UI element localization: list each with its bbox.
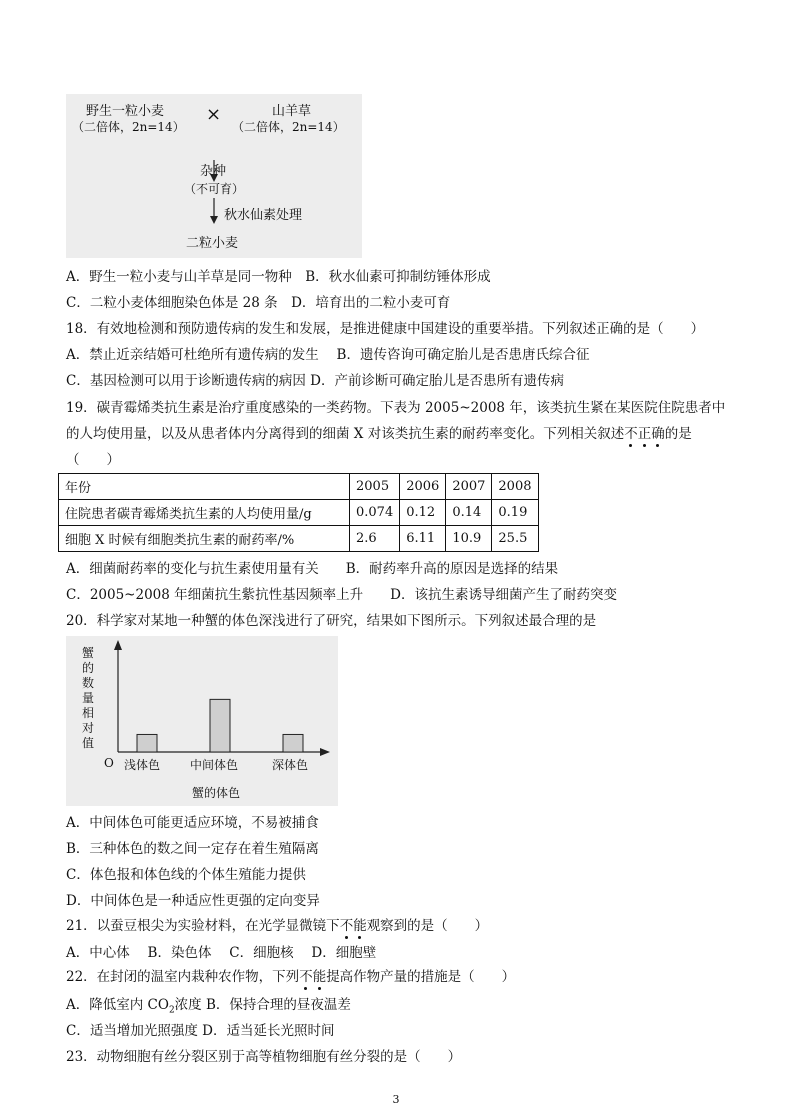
q21-options: A．中心体 B．染色体 C．细胞核 D．细胞壁 bbox=[66, 945, 377, 961]
table-cell: 0.12 bbox=[400, 500, 446, 526]
q19-options-row2: C．2005~2008 年细菌抗生紫抗性基因频率上升 D．该抗生素诱导细菌产生了耐药突变 bbox=[66, 587, 617, 603]
q17-options-row2: C．二粒小麦体细胞染色体是 28 条 D．培育出的二粒小麦可育 bbox=[66, 295, 451, 311]
q22-stem bbox=[66, 968, 515, 986]
arrow-head-2 bbox=[210, 216, 218, 224]
treatment-label: 秋水仙素处理 bbox=[224, 208, 303, 223]
q22-option-a-text: A．降低室内 CO bbox=[66, 997, 169, 1013]
parent2-info: （二倍体，2n=14） bbox=[232, 120, 345, 134]
q23-stem: 23．动物细胞有丝分裂区别于高等植物细胞有丝分裂的是（ ） bbox=[66, 1049, 462, 1065]
table-cell: 25.5 bbox=[492, 526, 538, 552]
q18-stem: 18．有效地检测和预防遗传病的发生和发展，是推进健康中国建设的重要举措。下列叙述正确的是（ ） bbox=[66, 321, 705, 337]
q19-stem-line2-text: 的人均使用量，以及从患者体内分离得到的细菌 X 对该类抗生素的耐药率变化。下列相关叙述 bbox=[66, 426, 625, 442]
parent2-name: 山羊草 bbox=[272, 104, 312, 119]
table-row bbox=[59, 526, 539, 552]
cross-diagram bbox=[66, 94, 362, 258]
y-axis-arrow bbox=[114, 640, 122, 650]
page-number: 3 bbox=[392, 1093, 400, 1106]
x-axis-label: 蟹的体色 bbox=[192, 786, 241, 800]
q19-options-row1: A．细菌耐药率的变化与抗生素使用量有关 B．耐药率升高的原因是选择的结果 bbox=[66, 561, 559, 577]
bar-1 bbox=[137, 734, 157, 752]
q21-stem-end: 观察到的是（ ） bbox=[366, 918, 489, 934]
q22-stem-end: 提高作物产量的措施是（ ） bbox=[326, 969, 516, 985]
q20-option-b: B．三种体色的数之间一定存在着生殖隔离 bbox=[66, 841, 319, 857]
table-header-row bbox=[59, 474, 539, 500]
parent1-name: 野生一粒小麦 bbox=[86, 104, 165, 119]
table-cell: 2.6 bbox=[350, 526, 400, 552]
emphasis-char: 不 bbox=[624, 426, 638, 442]
bar-3 bbox=[283, 734, 303, 752]
table-row bbox=[59, 500, 539, 526]
table-cell: 住院患者碳青霉烯类抗生素的人均使用量/g bbox=[59, 500, 350, 526]
q19-answer-parens: （ ） bbox=[66, 452, 120, 468]
emphasis-char: 正 bbox=[637, 426, 652, 442]
q20-option-d: D．中间体色是一种适应性更强的定向变异 bbox=[66, 893, 320, 909]
q21-stem-text: 21．以蚕豆根尖为实验材料，在光学显微镜下 bbox=[66, 918, 340, 934]
q22-emphasis-not bbox=[299, 969, 326, 985]
result-label: 二粒小麦 bbox=[186, 236, 239, 251]
q21-stem bbox=[66, 917, 488, 935]
q19-stem-line2-end: 的是 bbox=[664, 426, 692, 442]
parent1-info: （二倍体，2n=14） bbox=[72, 120, 185, 134]
table-header-cell: 2005 bbox=[350, 474, 400, 500]
x-tick-label: 中间体色 bbox=[190, 758, 239, 772]
hybrid-note: （不可育） bbox=[184, 182, 245, 196]
table-header-cell: 2008 bbox=[492, 474, 538, 500]
table-cell: 细胞 X 时候有细胞类抗生素的耐药率/% bbox=[59, 526, 350, 552]
q22-option-row1-rest: 浓度 B．保持合理的昼夜温差 bbox=[174, 997, 351, 1013]
q18-options-row2: C．基因检测可以用于诊断遗传病的病因 D．产前诊断可确定胎儿是否患所有遗传病 bbox=[66, 373, 564, 389]
emphasis-char: 不 bbox=[299, 969, 313, 985]
q19-emphasis-not-correct bbox=[624, 426, 665, 442]
emphasis-char: 能 bbox=[312, 969, 327, 985]
table-cell: 0.074 bbox=[350, 500, 400, 526]
table-header-cell: 年份 bbox=[59, 474, 350, 500]
q22-options-row2: C．适当增加光照强度 D．适当延长光照时间 bbox=[66, 1023, 335, 1039]
origin-label: O bbox=[104, 756, 114, 770]
q19-stem-line2 bbox=[66, 425, 692, 443]
crab-color-chart-svg bbox=[66, 636, 338, 806]
x-tick-label: 浅体色 bbox=[124, 758, 161, 772]
table-cell: 10.9 bbox=[446, 526, 492, 552]
bar-2 bbox=[210, 699, 230, 752]
q22-stem-text: 22．在封闭的温室内栽种农作物，下列 bbox=[66, 969, 300, 985]
table-header-cell: 2006 bbox=[400, 474, 446, 500]
emphasis-char: 不 bbox=[339, 918, 354, 934]
q20-option-c: C．体色报和体色线的个体生殖能力提供 bbox=[66, 867, 306, 883]
table-cell: 6.11 bbox=[400, 526, 446, 552]
crab-color-chart bbox=[66, 636, 338, 806]
table-cell: 0.14 bbox=[446, 500, 492, 526]
q21-emphasis-not bbox=[340, 918, 367, 934]
table-header-cell: 2007 bbox=[446, 474, 492, 500]
hybrid-label: 杂种 bbox=[200, 164, 227, 179]
emphasis-char: 确 bbox=[651, 426, 665, 442]
cross-symbol: × bbox=[206, 104, 222, 125]
q17-options-row1: A．野生一粒小麦与山羊草是同一物种 B．秋水仙素可抑制纺锤体形成 bbox=[66, 269, 491, 285]
q20-option-a: A．中间体色可能更适应环境，不易被捕食 bbox=[66, 815, 319, 831]
x-tick-label: 深体色 bbox=[272, 758, 309, 772]
y-axis-label: 蟹的数量相对值 bbox=[82, 646, 95, 750]
q18-options-row1: A．禁止近亲结婚可杜绝所有遗传病的发生 B．遗传咨询可确定胎儿是否患唐氏综合征 bbox=[66, 347, 590, 363]
emphasis-char: 能 bbox=[353, 918, 367, 934]
q22-co2-subscript: 2 bbox=[168, 1005, 175, 1016]
x-axis-arrow bbox=[320, 748, 330, 756]
q19-stem-line1: 19．碳青霉烯类抗生素是治疗重度感染的一类药物。下表为 2005~2008 年，该类抗生紧在某医院住院患者中 bbox=[66, 400, 726, 416]
table-cell: 0.19 bbox=[492, 500, 538, 526]
q22-options-row1 bbox=[66, 996, 351, 1020]
q20-stem: 20．科学家对某地一种蟹的体色深浅进行了研究，结果如下图所示。下列叙述最合理的是 bbox=[66, 613, 597, 629]
q19-data-table bbox=[58, 473, 539, 552]
